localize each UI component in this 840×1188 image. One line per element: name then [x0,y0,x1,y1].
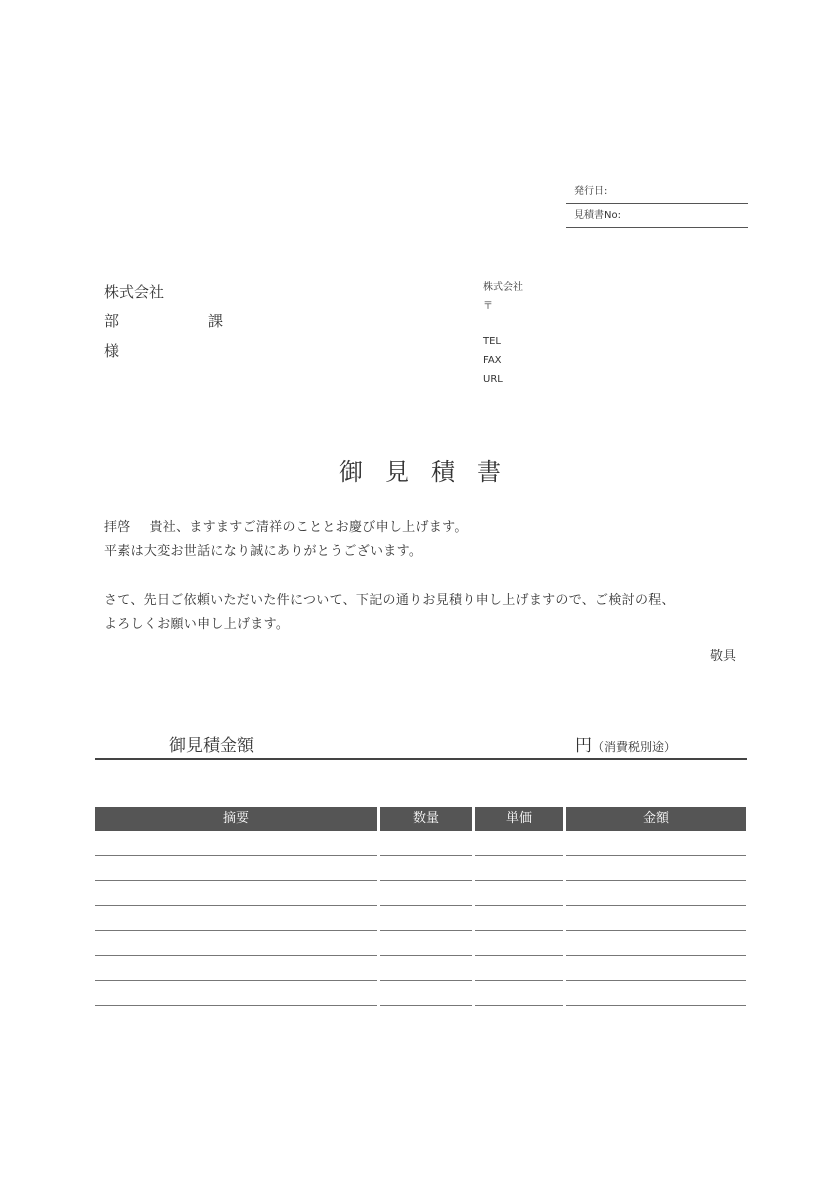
cell-amount [566,931,746,956]
recipient-department: 部 [104,312,120,330]
estimate-number-row [566,205,748,228]
cell-unit-price [475,981,563,1006]
cell-amount [566,906,746,931]
cell-description [95,831,377,856]
recipient-company: 株式会社 [104,283,165,301]
sender-postal-mark: 〒 [483,301,493,312]
letter-line-4: よろしくお願い申し上げます。 [104,617,290,632]
cell-quantity [380,931,472,956]
cell-quantity [380,831,472,856]
sender-company: 株式会社 [483,282,523,293]
tax-note: （消費税別途） [592,740,677,754]
cell-quantity [380,906,472,931]
cell-unit-price [475,956,563,981]
currency-label [575,731,676,756]
cell-quantity [380,856,472,881]
sender-url-label: URL [483,374,503,385]
header-amount: 金額 [566,807,746,831]
header-unit-price: 単価 [475,807,563,831]
greeting: 拝啓 [104,520,131,535]
cell-amount [566,856,746,881]
sender-tel-label: TEL [483,336,501,347]
letter-line-3: さて、先日ご依頼いただいた件について、下記の通りお見積り申し上げますので、ご検討の程、 [104,593,675,608]
letter-line-1 [104,516,468,535]
cell-amount [566,956,746,981]
estimate-number-label: 見積書No: [574,210,621,221]
cell-description [95,981,377,1006]
cell-amount [566,831,746,856]
cell-unit-price [475,881,563,906]
currency-symbol: 円 [575,736,592,756]
cell-quantity [380,956,472,981]
amount-underline [95,758,747,760]
cell-description [95,906,377,931]
sender-fax-label: FAX [483,355,502,366]
cell-description [95,956,377,981]
cell-unit-price [475,906,563,931]
cell-unit-price [475,856,563,881]
cell-description [95,856,377,881]
amount-label: 御見積金額 [169,736,254,756]
cell-amount [566,881,746,906]
closing: 敬具 [710,649,737,664]
cell-quantity [380,981,472,1006]
document-title: 御見積書 [339,458,523,486]
letter-line-2: 平素は大変お世話になり誠にありがとうございます。 [104,544,423,559]
recipient-honorific: 様 [104,342,120,360]
cell-description [95,931,377,956]
header-quantity: 数量 [380,807,472,831]
issue-date-row [566,181,748,204]
header-description: 摘要 [95,807,377,831]
recipient-section: 課 [208,312,224,330]
cell-quantity [380,881,472,906]
letter-text-1: 貴社、ますますご清祥のこととお慶び申し上げます。 [149,520,468,535]
cell-description [95,881,377,906]
cell-amount [566,981,746,1006]
cell-unit-price [475,931,563,956]
issue-date-label: 発行日: [574,186,608,197]
cell-unit-price [475,831,563,856]
